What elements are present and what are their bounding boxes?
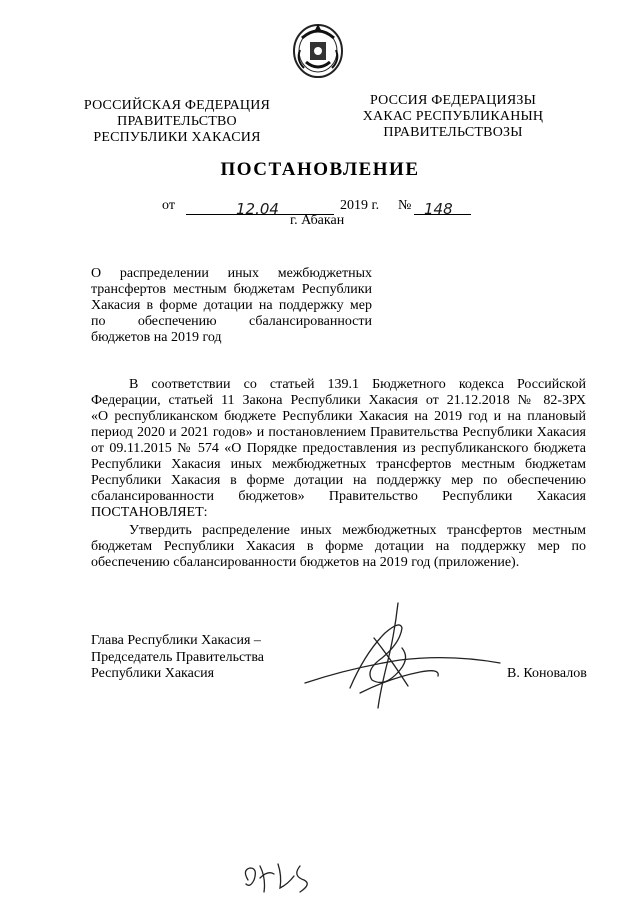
signatory-title-line: Республики Хакасия: [91, 666, 215, 681]
body-paragraph-1: [91, 377, 586, 521]
header-right-line: ПРАВИТЕЛЬСТВОЗЫ: [383, 125, 523, 140]
number-underline: [414, 198, 471, 218]
number-sign: №: [398, 198, 412, 213]
body-line: Республики Хакасия иных межбюджетных трансфертов местным бюджетам: [91, 457, 586, 472]
body-line: Федерации, статьей 11 Закона Республики Хакасия от 21.12.2018 № 82-ЗРХ: [91, 393, 586, 408]
subject-line: по обеспечению сбалансированности: [91, 314, 372, 329]
document-title: ПОСТАНОВЛЕНИЕ: [220, 159, 420, 180]
body-line: «О республиканском бюджете Республики Хакасия на 2019 год и на плановый: [91, 409, 586, 424]
handwritten-mark: [238, 858, 318, 898]
document-subject: [91, 266, 372, 346]
header-left-line: РЕСПУБЛИКИ ХАКАСИЯ: [93, 130, 261, 145]
year: 2019 г.: [340, 198, 380, 213]
body-line: бюджетам Республики Хакасия в форме дотации на поддержку мер по: [91, 539, 586, 554]
body-line: от 09.11.2015 № 574 «О Порядке предоставления из республиканского бюджета: [91, 441, 586, 456]
number-handwritten: 148: [424, 200, 453, 218]
body-line: обеспечению сбалансированности бюджетов на 2019 год (приложение).: [91, 555, 520, 570]
subject-line: бюджетов на 2019 год: [91, 330, 222, 345]
header-right: [348, 93, 558, 141]
signatory-name: В. Коновалов: [507, 666, 587, 681]
header-right-line: РОССИЯ ФЕДЕРАЦИЯЗЫ: [369, 93, 537, 108]
signatory-title-line: Глава Республики Хакасия –: [91, 633, 261, 648]
subject-line: трансфертов местным бюджетам Республики: [91, 282, 372, 297]
body-line: Республики Хакасия в форме дотации на поддержку мер по обеспечению: [91, 473, 586, 488]
handwritten-signature: [290, 598, 515, 713]
coat-of-arms-icon: [290, 20, 346, 80]
body-line: сбалансированности бюджетов» Правительство Республики Хакасия: [91, 489, 586, 504]
body-paragraph-2: [91, 523, 586, 571]
header-left-line: ПРАВИТЕЛЬСТВО: [117, 114, 237, 129]
date-handwritten: 12.04: [236, 200, 279, 218]
signatory-title: [91, 633, 264, 683]
subject-line: Хакасия в форме дотации на поддержку мер: [91, 298, 372, 313]
signatory-title-line: Председатель Правительства: [91, 649, 264, 665]
date-prefix: от: [162, 198, 175, 213]
subject-line: О распределении иных межбюджетных: [91, 266, 372, 281]
header-left: [78, 98, 276, 146]
header-right-line: ХАКАС РЕСПУБЛИКАНЫҢ: [362, 109, 544, 124]
header-left-line: РОССИЙСКАЯ ФЕДЕРАЦИЯ: [83, 98, 271, 113]
body-line: Утвердить распределение иных межбюджетных трансфертов местным: [129, 523, 586, 538]
body-line: период 2020 и 2021 годов» и постановлением Правительства Республики Хакасия: [91, 425, 586, 440]
body-line: В соответствии со статьей 139.1 Бюджетного кодекса Российской: [129, 377, 586, 392]
body-line-decree: ПОСТАНОВЛЯЕТ:: [91, 505, 208, 520]
city: г. Абакан: [290, 213, 345, 228]
